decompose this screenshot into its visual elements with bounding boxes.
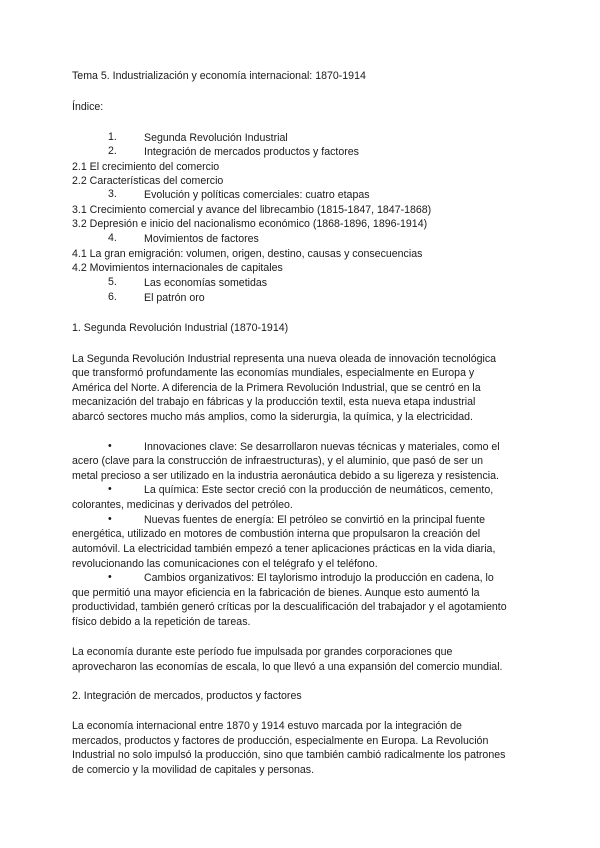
index-subitem: 2.2 Características del comercio	[72, 175, 224, 187]
paragraph-line: Industrial no solo impulsó la producción, sino que también cambió radicalmente los patrones	[72, 749, 506, 761]
index-item-label: Movimientos de factores	[144, 233, 259, 245]
bullet-line: automóvil. La electricidad también empezó a tener aplicaciones prácticas en la vida diaria,	[72, 543, 496, 555]
bullet-line: revolucionando las comunicaciones con el telégrafo y el teléfono.	[72, 558, 378, 570]
bullet-line: Nuevas fuentes de energía: El petróleo se convirtió en la principal fuente	[144, 514, 485, 526]
paragraph-line: La economía durante este período fue impulsada por grandes corporaciones que	[72, 646, 453, 658]
paragraph-line: América del Norte. A diferencia de la Primera Revolución Industrial, que se centró en la	[72, 382, 481, 394]
bullet-marker: •	[108, 571, 112, 583]
paragraph-line: La Segunda Revolución Industrial representa una nueva oleada de innovación tecnológica	[72, 353, 497, 365]
bullet-line: energética, utilizado en motores de combustión interna que propulsaron la creación del	[72, 528, 481, 540]
document-title: Tema 5. Industrialización y economía internacional: 1870-1914	[72, 70, 366, 82]
bullet-line: que permitió una mayor eficiencia en la fabricación de bienes. Aunque esto aumentó la	[72, 587, 480, 599]
section-heading: 1. Segunda Revolución Industrial (1870-1914)	[72, 322, 289, 334]
index-number: 5.	[108, 276, 117, 288]
bullet-line: Cambios organizativos: El taylorismo introdujo la producción en cadena, lo	[144, 572, 494, 584]
bullet-marker: •	[108, 483, 112, 495]
paragraph-line: mecanización del trabajo en fábricas y la producción textil, esta nueva etapa industrial	[72, 396, 476, 408]
index-number: 4.	[108, 232, 117, 244]
paragraph-line: de comercio y la movilidad de capitales y personas.	[72, 764, 315, 776]
index-number: 3.	[108, 188, 117, 200]
index-subitem: 2.1 El crecimiento del comercio	[72, 161, 220, 173]
bullet-line: metal precioso a ser utilizado en la industria aeronáutica debido a su ligereza y resistencia.	[72, 470, 499, 482]
paragraph-line: La economía internacional entre 1870 y 1914 estuvo marcada por la integración de	[72, 720, 462, 732]
index-subitem: 4.2 Movimientos internacionales de capitales	[72, 262, 283, 274]
bullet-line: colorantes, medicinas y derivados del petróleo.	[72, 499, 293, 511]
bullet-marker: •	[108, 440, 112, 452]
bullet-marker: •	[108, 513, 112, 525]
index-item-label: Segunda Revolución Industrial	[144, 132, 288, 144]
index-number: 2.	[108, 145, 117, 157]
index-item-label: Las economías sometidas	[144, 277, 268, 289]
index-subitem: 4.1 La gran emigración: volumen, origen, destino, causas y consecuencias	[72, 248, 423, 260]
paragraph-line: que transformó profundamente las economías mundiales, especialmente en Europa y	[72, 367, 475, 379]
index-item-label: El patrón oro	[144, 292, 205, 304]
index-heading: Índice:	[72, 101, 104, 113]
index-subitem: 3.1 Crecimiento comercial y avance del librecambio (1815-1847, 1847-1868)	[72, 204, 432, 216]
index-item-label: Evolución y políticas comerciales: cuatro etapas	[144, 189, 370, 201]
paragraph-line: aprovecharon las economías de escala, lo que llevó a una expansión del comercio mundial.	[72, 661, 503, 673]
index-subitem: 3.2 Depresión e inicio del nacionalismo económico (1868-1896, 1896-1914)	[72, 218, 428, 230]
paragraph-line: abarcó sectores mucho más amplios, como la siderurgia, la química, y la electricidad.	[72, 411, 473, 423]
index-number: 6.	[108, 291, 117, 303]
bullet-line: físico debido a la repetición de tareas.	[72, 616, 251, 628]
index-item-label: Integración de mercados productos y factores	[144, 146, 359, 158]
bullet-line: Innovaciones clave: Se desarrollaron nuevas técnicas y materiales, como el	[144, 441, 500, 453]
section-heading: 2. Integración de mercados, productos y factores	[72, 690, 302, 702]
paragraph-line: mercados, productos y factores de producción, especialmente en Europa. La Revolución	[72, 735, 489, 747]
bullet-line: productividad, también generó críticas por la descualificación del trabajador y el agotamiento	[72, 601, 507, 613]
index-number: 1.	[108, 131, 117, 143]
bullet-line: acero (clave para la construcción de infraestructuras), y el aluminio, que pasó de ser un	[72, 455, 484, 467]
bullet-line: La química: Este sector creció con la producción de neumáticos, cemento,	[144, 484, 494, 496]
